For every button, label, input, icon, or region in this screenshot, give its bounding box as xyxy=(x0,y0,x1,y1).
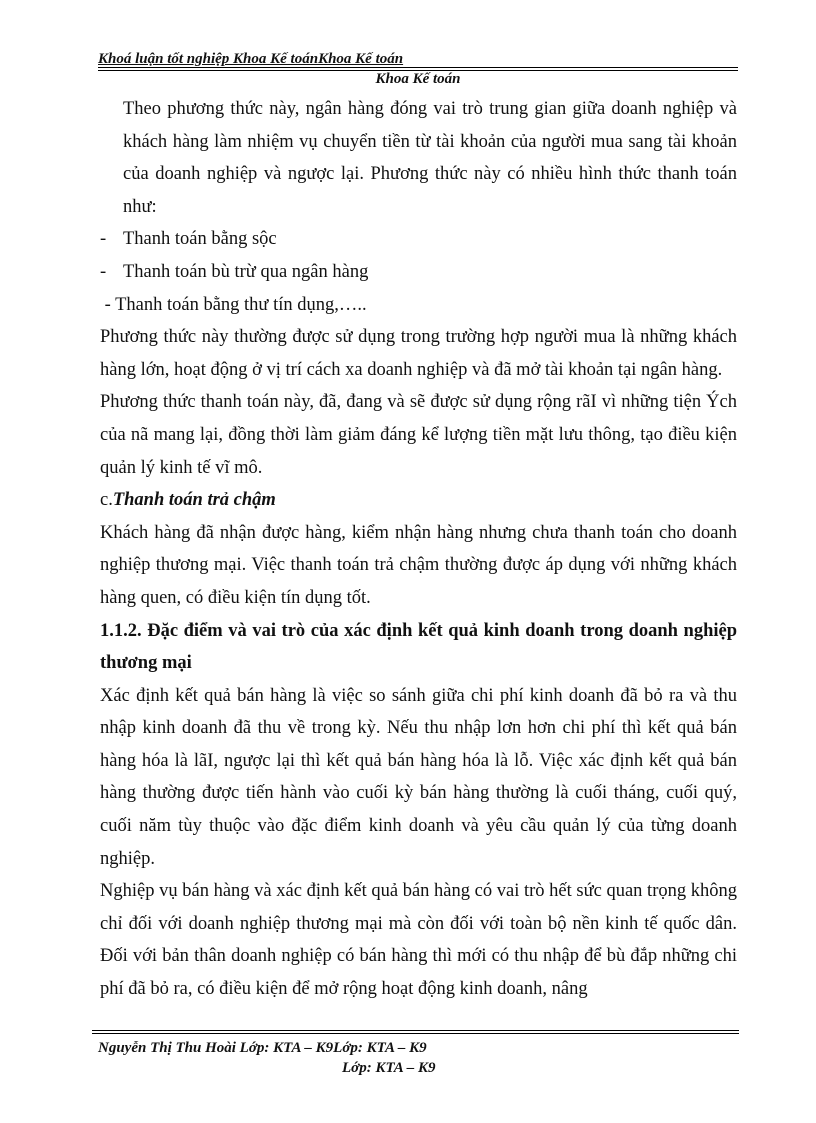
subsection-prefix: c. xyxy=(100,490,113,511)
paragraph-3: Phương thức thanh toán này, đã, đang và sẽ được sử dụng rộng rãI vì những tiện Ých của nã mang lại, đồng thời làm giảm đáng kể lượng tiền mặt lưu thông, tạo điều kiện quản lý kinh tế vĩ mô. xyxy=(100,392,737,478)
section-heading: 1.1.2. Đặc điểm và vai trò của xác định kết quả kinh doanh trong doanh nghiệp thương mại xyxy=(100,620,737,674)
paragraph-2: Phương thức này thường được sử dụng trong trường hợp người mua là những khách hàng lớn, hoạt động ở vị trí cách xa doanh nghiệp và đã mở tài khoản tại ngân hàng. xyxy=(100,327,737,380)
footer-rule xyxy=(92,1030,739,1034)
list-item xyxy=(100,256,737,289)
paragraph-1: Theo phương thức này, ngân hàng đóng vai trò trung gian giữa doanh nghiệp và khách hàng làm nhiệm vụ chuyển tiền từ tài khoản của người mua sang tài khoản của doanh nghiệp và ngược lại. Phương thức này có nhiều hình thức thanh toán như: xyxy=(123,99,737,217)
list-dash: - xyxy=(100,229,107,250)
list-item-text: Thanh toán bằng sộc xyxy=(123,229,277,250)
list-item-text: Thanh toán bù trừ qua ngân hàng xyxy=(123,261,369,282)
header-rule xyxy=(98,67,738,71)
list-item-3: - Thanh toán bằng thư tín dụng,….. xyxy=(100,294,367,315)
paragraph-5: Xác định kết quả bán hàng là việc so sánh giữa chi phí kinh doanh đã bỏ ra và thu nhập kinh doanh đã thu về trong kỳ. Nếu thu nhập lơn hơn chi phí thì kết quả bán hàng hóa là lãI, ngược lại thì kết quả bán hàng hóa là lỗ. Việc xác định kết quả bán hàng thường được tiến hành vào cuối kỳ bán hàng thường là cuối tháng, cuối quý, cuối năm tùy thuộc vào đặc điểm kinh doanh và yêu cầu quản lý của từng doanh nghiệp. xyxy=(100,685,737,869)
list-item xyxy=(100,223,737,256)
paragraph-6: Nghiệp vụ bán hàng và xác định kết quả bán hàng có vai trò hết sức quan trọng không chỉ đối với doanh nghiệp thương mại mà còn đối với toàn bộ nền kinh tế quốc dân. Đối với bản thân doanh nghiệp có bán hàng thì mới có thu nhập để bù đắp những chi phí đã bỏ ra, có điều kiện để mở rộng hoạt động kinh doanh, nâng xyxy=(100,881,737,1000)
page-footer xyxy=(92,1030,739,1078)
paragraph-4: Khách hàng đã nhận được hàng, kiểm nhận hàng nhưng chưa thanh toán cho doanh nghiệp thương mại. Việc thanh toán trả chậm thường được áp dụng với những khách hàng quen, có điều kiện tín dụng tốt. xyxy=(100,522,737,608)
header-subtitle: Khoa Kế toán xyxy=(375,71,461,87)
subsection-heading xyxy=(100,484,737,517)
footer-class: Lớp: KTA – K9 xyxy=(342,1060,436,1076)
page-body xyxy=(100,93,737,1006)
subsection-title: Thanh toán trả chậm xyxy=(112,490,276,511)
footer-author: Nguyễn Thị Thu Hoài Lớp: KTA – K9Lớp: KTA – K9 xyxy=(98,1040,427,1056)
page-header xyxy=(98,50,738,88)
header-title: Khoá luận tốt nghiệp Khoa Kế toánKhoa Kế toán xyxy=(98,51,404,67)
list-dash: - xyxy=(100,261,107,282)
